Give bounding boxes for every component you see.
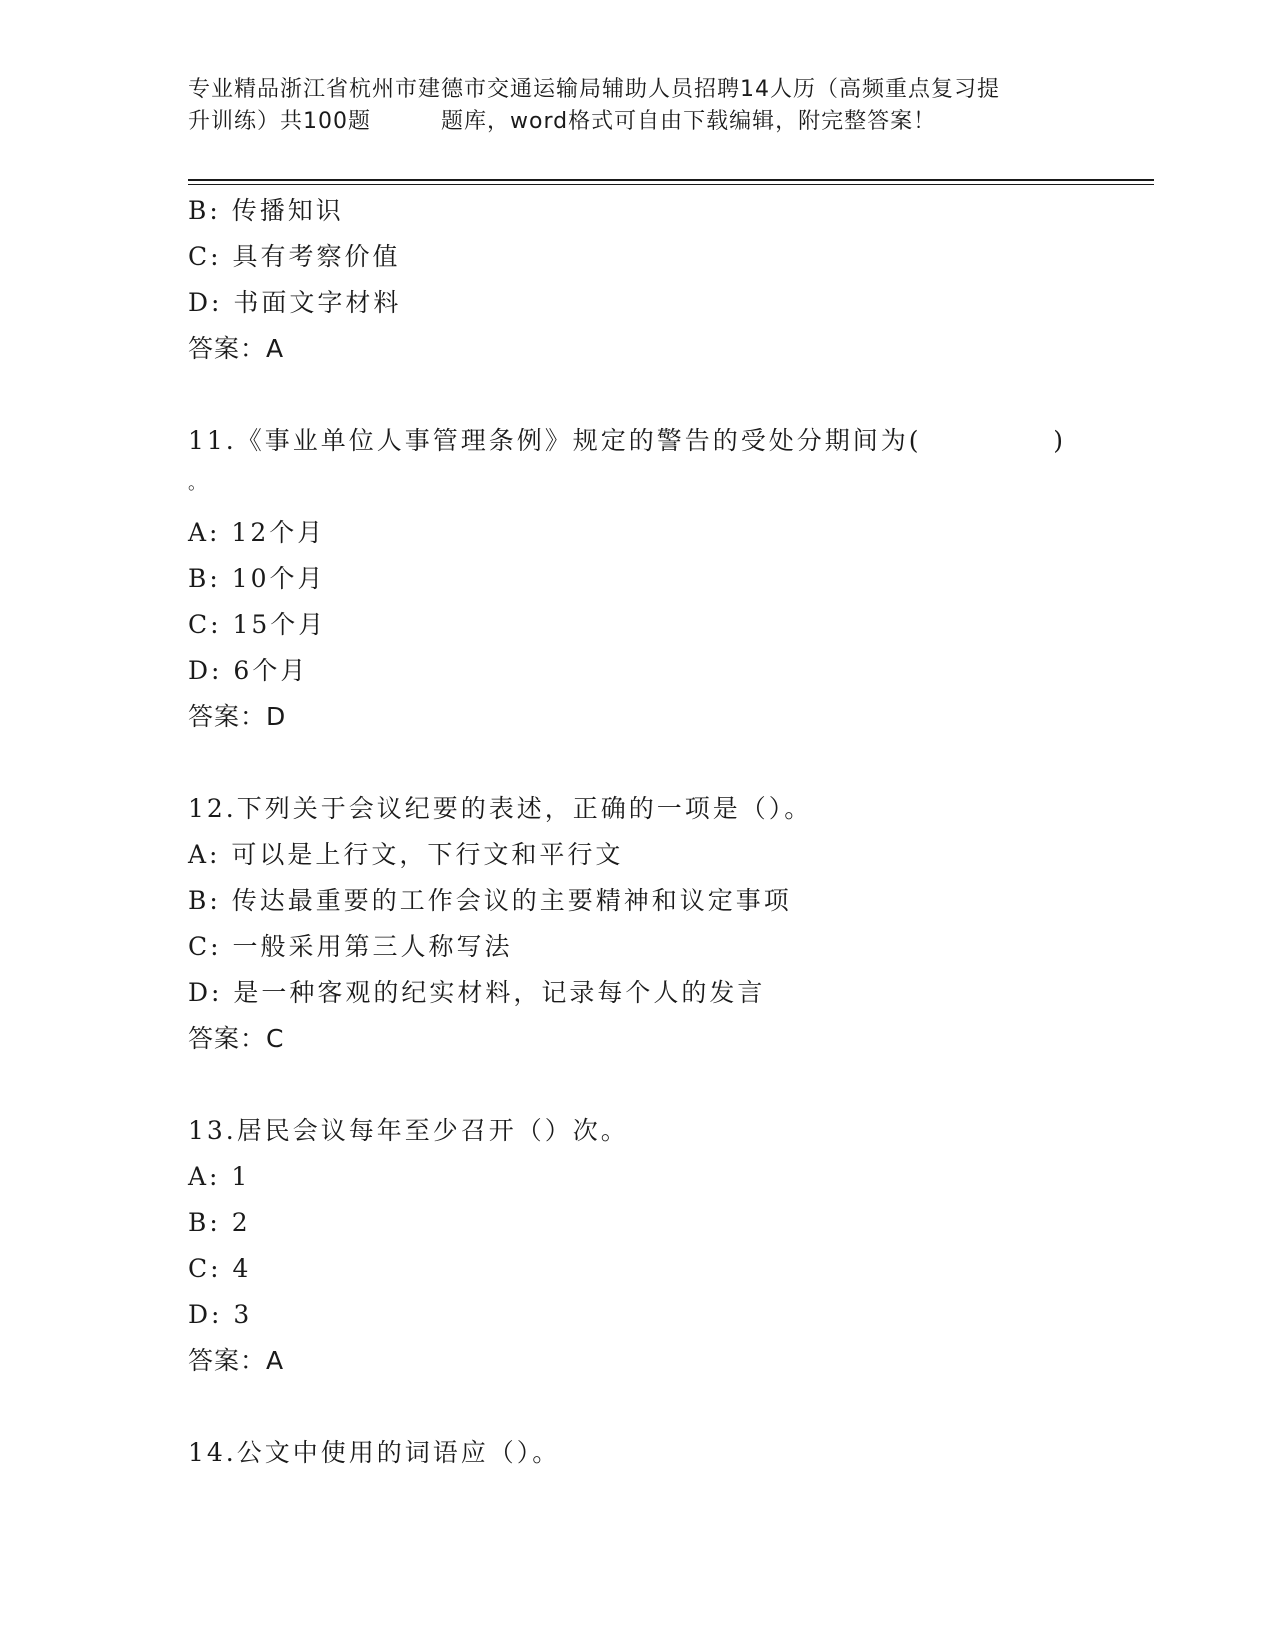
- question-stem: 14.公文中使用的词语应（）。: [188, 1438, 561, 1467]
- option-a: A: 12个月: [188, 518, 326, 547]
- question-11: [188, 418, 1088, 740]
- option-b: B: 传播知识: [188, 196, 344, 225]
- option-a: A: 可以是上行文，下行文和平行文: [188, 840, 624, 869]
- document-header: [188, 74, 1088, 138]
- option-b: B: 2: [188, 1208, 251, 1237]
- question-stem-tail: 。: [188, 473, 209, 494]
- header-line-2: [188, 106, 1088, 138]
- option-c: C: 具有考察价值: [188, 242, 401, 271]
- option-d: D: 3: [188, 1300, 253, 1329]
- header-line-1: 专业精品浙江省杭州市建德市交通运输局辅助人员招聘14人历（高频重点复习提: [188, 77, 1000, 102]
- question-stem-text: 11.《事业单位人事管理条例》规定的警告的受处分期间为(: [188, 426, 922, 455]
- answer-line: 答案：C: [188, 1024, 285, 1053]
- question-stem: [188, 418, 1066, 464]
- option-c: C: 4: [188, 1254, 252, 1283]
- question-stem-close: ): [1053, 426, 1066, 455]
- option-a: A: 1: [188, 1162, 251, 1191]
- question-13: [188, 1108, 1088, 1384]
- header-rule-thin: [188, 184, 1154, 185]
- option-c: C: 一般采用第三人称写法: [188, 932, 513, 961]
- option-c: C: 15个月: [188, 610, 327, 639]
- question-content: [188, 188, 1088, 1476]
- option-b: B: 10个月: [188, 564, 326, 593]
- header-line-2-left: 升训练）共100题: [188, 109, 371, 134]
- option-d: D: 6个月: [188, 656, 309, 685]
- answer-line: 答案：D: [188, 702, 287, 731]
- question-stem: 13.居民会议每年至少召开（）次。: [188, 1116, 629, 1145]
- header-line-2-right: 题库，word格式可自由下载编辑，附完整答案！: [441, 109, 937, 134]
- option-d: D: 书面文字材料: [188, 288, 402, 317]
- question-stem: 12.下列关于会议纪要的表述，正确的一项是（）。: [188, 794, 813, 823]
- answer-line: 答案：A: [188, 334, 285, 363]
- option-d: D: 是一种客观的纪实材料，记录每个人的发言: [188, 978, 766, 1007]
- option-b: B: 传达最重要的工作会议的主要精神和议定事项: [188, 886, 792, 915]
- header-rule-thick: [188, 179, 1154, 181]
- question-14: [188, 1430, 1088, 1476]
- answer-line: 答案：A: [188, 1346, 285, 1375]
- question-12: [188, 786, 1088, 1062]
- question-10: [188, 188, 1088, 372]
